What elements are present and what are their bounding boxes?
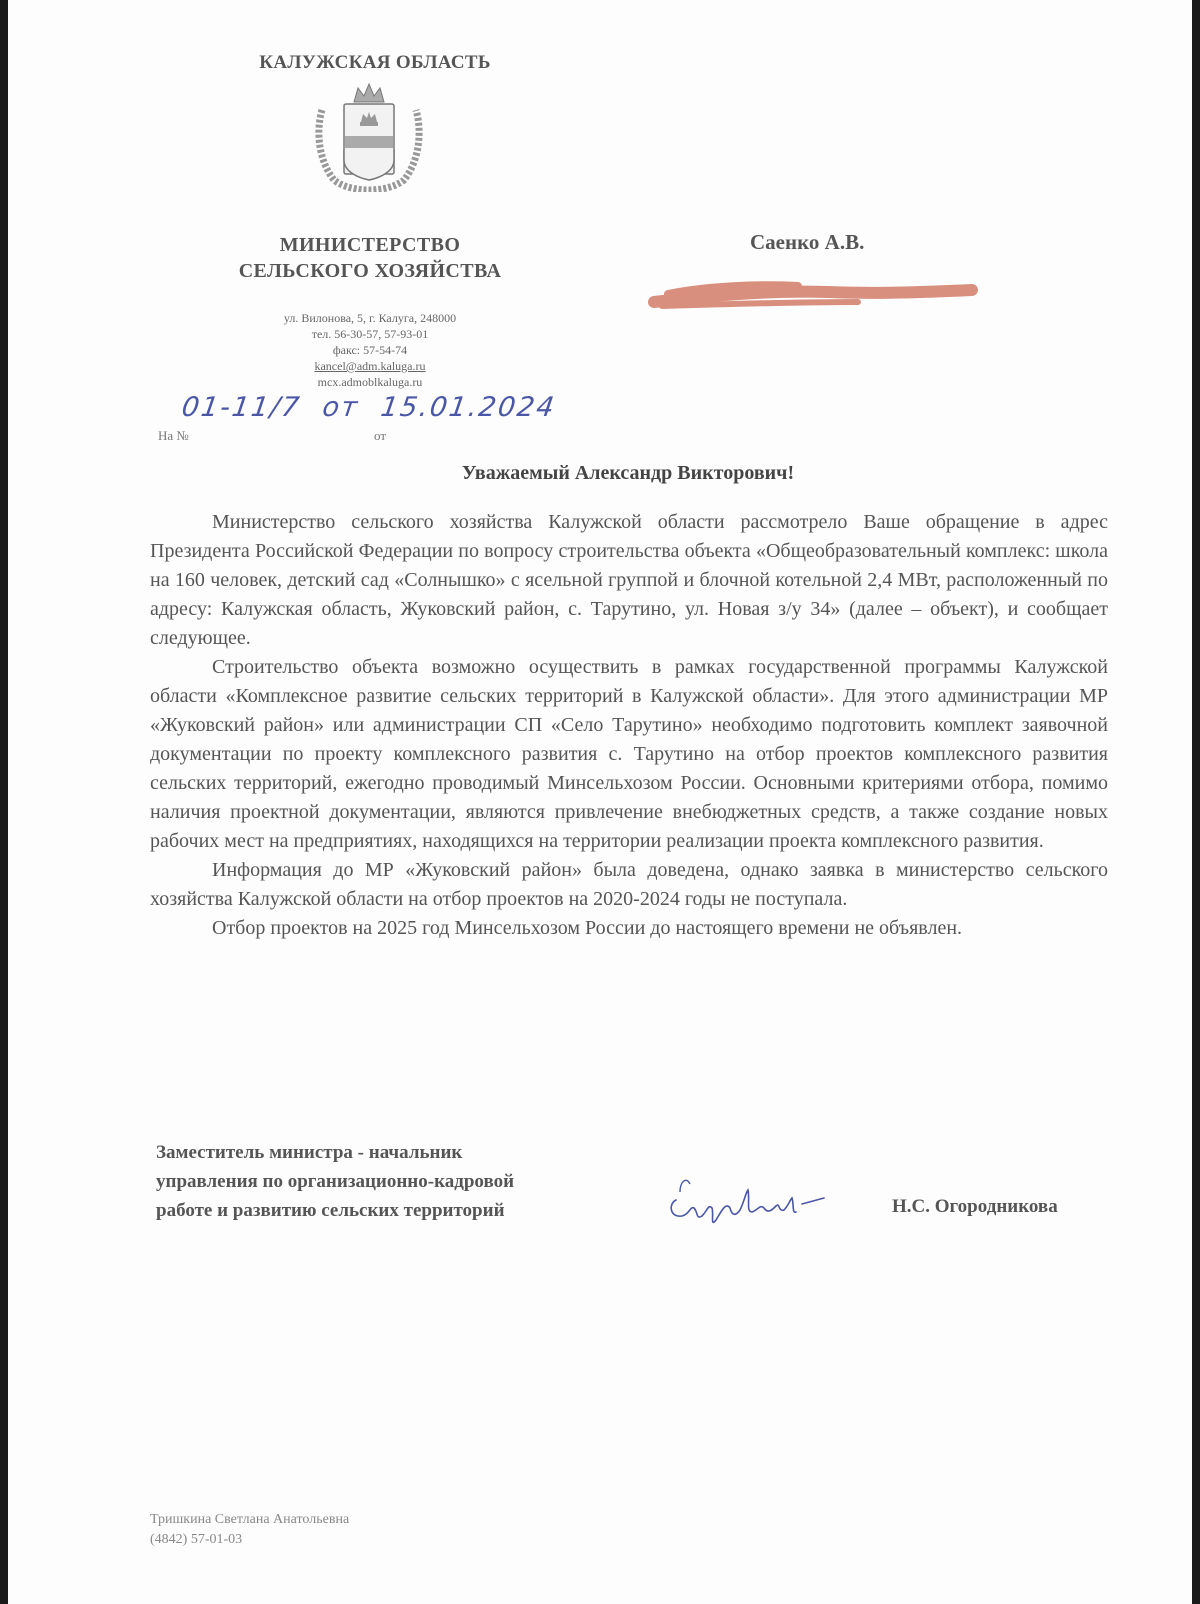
kaluga-coat-of-arms-icon: [314, 80, 424, 192]
ministry-name: [220, 232, 520, 284]
letter-body: [150, 508, 1108, 943]
reference-number-label: На №: [158, 428, 189, 443]
signatory-title: [156, 1138, 636, 1225]
website: mcx.admoblkaluga.ru: [317, 375, 423, 389]
ministry-line-2: СЕЛЬСКОГО ХОЗЯЙСТВА: [238, 260, 502, 282]
body-paragraph: Отбор проектов на 2025 год Минсельхозом России до настоящего времени не объявлен.: [212, 917, 963, 939]
email-link[interactable]: kancel@adm.kaluga.ru: [314, 359, 426, 373]
registration-date: 15.01.2024: [378, 392, 558, 423]
redacted-address: [648, 280, 978, 310]
signatory-title-line-3: работе и развитию сельских территорий: [156, 1200, 505, 1221]
reference-date-label: от: [374, 428, 387, 443]
body-paragraph: Министерство сельского хозяйства Калужской области рассмотрело Ваше обращение в адрес Президента Российской Федерации по вопросу строительства объекта «Общеобразовательный комплекс: школа на 160 человек, детский сад «Солнышко» с ясельной группой и блочной котельной 2,4 МВт, расположенный по адресу: Калужская область, Жуковский район, с. Тарутино, ул. Новая з/у 34» (далее – объект), и сообщает следующее.: [150, 511, 1108, 649]
executor-info: [150, 1510, 349, 1550]
executor-name: Тришкина Светлана Анатольевна: [150, 1512, 350, 1527]
signatory-title-line-1: Заместитель министра - начальник: [156, 1142, 463, 1163]
phone: тел. 56-30-57, 57-93-01: [311, 327, 429, 341]
handwritten-signature-icon: [660, 1170, 860, 1230]
recipient-name: Саенко А.В.: [750, 230, 865, 254]
executor-phone: (4842) 57-01-03: [150, 1532, 243, 1547]
letter-page: [8, 0, 1192, 1604]
ministry-line-1: МИНИСТЕРСТВО: [279, 234, 461, 256]
signatory-name: Н.С. Огородникова: [892, 1196, 1058, 1217]
ministry-contacts: [244, 310, 496, 390]
body-paragraph: Строительство объекта возможно осуществить в рамках государственной программы Калужской области «Комплексное развитие сельских территорий в Калужской области». Для этого администрации МР «Жуковский район» или администрации СП «Село Тарутино» необходимо подготовить комплект заявочной документации по проекту комплексного развития с. Тарутино на отбор проектов комплексного развития сельских территорий, ежегодно проводимый Минсельхозом России. Основными критериями отбора, помимо наличия проектной документации, являются привлечение внебюджетных средств, а также создание новых рабочих мест на предприятиях, находящихся на территории реализации проекта комплексного развития.: [150, 656, 1108, 852]
registration-number: 01-11/7: [179, 392, 303, 423]
region-title: КАЛУЖСКАЯ ОБЛАСТЬ: [259, 52, 491, 73]
greeting: Уважаемый Александр Викторович!: [461, 462, 795, 484]
address: ул. Вилонова, 5, г. Калуга, 248000: [283, 311, 457, 325]
handwritten-registration: [180, 392, 558, 423]
body-paragraph: Информация до МР «Жуковский район» была доведена, однако заявка в министерство сельского хозяйства Калужской области на отбор проектов на 2020-2024 годы не поступала.: [150, 859, 1108, 910]
fax: факс: 57-54-74: [332, 343, 408, 357]
signatory-title-line-2: управления по организационно-кадровой: [156, 1171, 515, 1192]
registration-from: от: [320, 392, 362, 423]
